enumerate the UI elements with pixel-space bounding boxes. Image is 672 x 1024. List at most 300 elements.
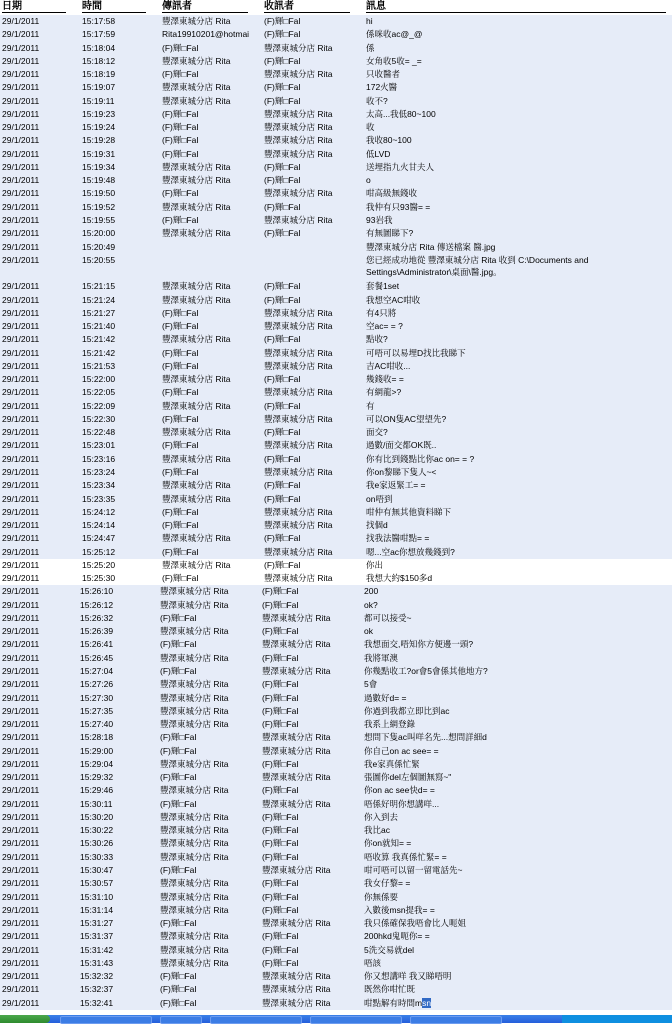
- time-cell: 15:22:30: [82, 413, 116, 424]
- message-cell: 咁高級無錢收: [366, 188, 418, 199]
- date-cell: 29/1/2011: [2, 161, 40, 172]
- message-row: [0, 758, 672, 771]
- date-cell: 29/1/2011: [2, 467, 40, 477]
- time-cell: 15:29:46: [80, 785, 114, 796]
- sender-cell: 豐澤東城分店 Rita: [160, 719, 229, 730]
- sender-cell: 豐澤東城分店 Rita: [160, 931, 229, 942]
- time-cell: 15:26:10: [80, 586, 114, 597]
- date-cell: 29/1/2011: [2, 427, 40, 438]
- date-cell: 29/1/2011: [2, 785, 40, 796]
- message-row: [0, 108, 672, 121]
- message-row: [0, 333, 672, 346]
- message-row: [0, 585, 672, 598]
- time-cell: 15:29:04: [80, 758, 114, 769]
- receiver-cell: (F)輝□FaI: [264, 533, 301, 544]
- sender-cell: 豐澤東城分店 Rita: [162, 201, 231, 212]
- receiver-cell: (F)輝□FaI: [264, 55, 301, 66]
- message-row: [0, 294, 672, 307]
- sender-cell: 豐澤東城分店 Rita: [160, 586, 229, 597]
- message-row: [0, 532, 672, 545]
- message-row: [0, 121, 672, 134]
- receiver-cell: 豐澤東城分店 Rita: [262, 864, 331, 875]
- message-cell: 唔收算 我真係忙緊= =: [364, 851, 447, 862]
- sender-cell: (F)輝□FaI: [160, 971, 197, 982]
- sender-cell: 豐澤東城分店 Rita: [160, 599, 229, 610]
- receiver-cell: (F)輝□FaI: [262, 626, 299, 637]
- message-row: [0, 506, 672, 519]
- receiver-cell: (F)輝□FaI: [264, 334, 301, 345]
- date-cell: 29/1/2011: [2, 122, 40, 133]
- message-cell: 你又想講咩 我又睇唔明: [364, 971, 452, 982]
- time-cell: 15:24:47: [82, 533, 116, 544]
- message-cell: 5洗交易就del: [364, 944, 415, 955]
- message-row: [0, 466, 672, 479]
- message-row: [0, 784, 672, 797]
- sender-cell: 豐澤東城分店 Rita: [160, 679, 229, 690]
- message-row: [0, 174, 672, 187]
- sender-cell: (F)輝□FaI: [162, 573, 199, 584]
- date-cell: 29/1/2011: [2, 626, 40, 637]
- time-cell: 15:22:09: [82, 400, 116, 411]
- time-cell: 15:20:55: [82, 254, 116, 265]
- time-cell: 15:18:12: [82, 55, 116, 66]
- receiver-cell: (F)輝□FaI: [262, 891, 299, 902]
- time-cell: 15:30:47: [80, 864, 114, 875]
- time-cell: 15:19:48: [82, 175, 116, 186]
- time-cell: 15:31:37: [80, 931, 114, 942]
- time-cell: 15:21:24: [82, 294, 116, 305]
- date-cell: 29/1/2011: [2, 811, 40, 822]
- message-cell: 你自己on ac see= =: [364, 745, 439, 756]
- time-cell: 15:19:31: [82, 148, 116, 159]
- message-row: [0, 453, 672, 466]
- time-cell: 15:30:33: [80, 851, 114, 862]
- time-cell: 15:25:12: [82, 546, 116, 557]
- message-rows: [0, 15, 672, 1010]
- date-cell: 29/1/2011: [2, 440, 40, 451]
- date-cell: 29/1/2011: [2, 652, 40, 663]
- sender-cell: (F)輝□FaI: [162, 214, 199, 225]
- sender-cell: 豐澤東城分店 Rita: [160, 652, 229, 663]
- sender-cell: 豐澤東城分店 Rita: [160, 891, 229, 902]
- sender-cell: (F)輝□FaI: [162, 546, 199, 557]
- receiver-cell: (F)輝□FaI: [262, 599, 299, 610]
- sender-cell: 豐澤東城分店 Rita: [162, 559, 231, 570]
- message-cell: 只收醫者: [366, 69, 401, 80]
- message-row: [0, 930, 672, 943]
- date-cell: 29/1/2011: [2, 586, 40, 597]
- date-cell: 29/1/2011: [2, 480, 40, 491]
- receiver-cell: (F)輝□FaI: [264, 16, 301, 26]
- date-cell: 29/1/2011: [2, 95, 40, 106]
- message-cell: 您已經成功地從 豐澤東城分店 Rita 收到 C:\Documents and Settings\Administrator\桌面\醫.jpg。: [366, 254, 589, 277]
- time-cell: 15:28:18: [80, 732, 114, 743]
- message-cell: 我仲有只93醫= =: [366, 201, 431, 212]
- message-cell: 既然你咁忙既: [364, 984, 416, 995]
- receiver-cell: (F)輝□FaI: [264, 161, 301, 172]
- receiver-cell: 豐澤東城分店 Rita: [264, 188, 333, 199]
- sender-cell: Rita19910201@hotmai: [162, 29, 250, 40]
- date-cell: 29/1/2011: [2, 135, 40, 146]
- message-row: [0, 638, 672, 651]
- date-cell: 29/1/2011: [2, 851, 40, 862]
- date-cell: 29/1/2011: [2, 374, 40, 385]
- message-row: [0, 837, 672, 850]
- time-cell: 15:22:05: [82, 387, 116, 398]
- sender-cell: (F)輝□FaI: [162, 347, 199, 358]
- sender-cell: (F)輝□FaI: [162, 387, 199, 398]
- receiver-cell: 豐澤東城分店 Rita: [264, 360, 333, 371]
- time-cell: 15:31:27: [80, 918, 114, 929]
- receiver-cell: (F)輝□FaI: [262, 931, 299, 942]
- receiver-cell: (F)輝□FaI: [264, 493, 301, 504]
- message-cell: 我e家真係忙緊: [364, 758, 420, 769]
- sender-cell: (F)輝□FaI: [162, 520, 199, 531]
- message-row: [0, 811, 672, 824]
- message-row: [0, 320, 672, 333]
- receiver-cell: 豐澤東城分店 Rita: [264, 413, 333, 424]
- sender-cell: 豐澤東城分店 Rita: [162, 281, 231, 292]
- receiver-cell: (F)輝□FaI: [262, 719, 299, 730]
- sender-cell: 豐澤東城分店 Rita: [162, 161, 231, 172]
- message-row: [0, 652, 672, 665]
- message-cell: 200: [364, 586, 379, 597]
- date-cell: 29/1/2011: [2, 891, 40, 902]
- time-cell: 15:21:42: [82, 347, 116, 358]
- receiver-cell: (F)輝□FaI: [264, 427, 301, 438]
- message-cell: 係: [366, 42, 375, 53]
- sender-cell: (F)輝□FaI: [162, 188, 199, 199]
- receiver-cell: (F)輝□FaI: [264, 400, 301, 411]
- message-row: [0, 851, 672, 864]
- receiver-cell: (F)輝□FaI: [264, 175, 301, 186]
- receiver-cell: 豐澤東城分店 Rita: [262, 639, 331, 650]
- date-cell: 29/1/2011: [2, 281, 40, 292]
- sender-cell: 豐澤東城分店 Rita: [162, 480, 231, 491]
- message-row: [0, 824, 672, 837]
- message-cell: 找我法醫咁點= =: [366, 533, 430, 544]
- sender-cell: 豐澤東城分店 Rita: [160, 825, 229, 836]
- message-row: [0, 479, 672, 492]
- message-row: [0, 227, 672, 240]
- date-cell: 29/1/2011: [2, 16, 40, 26]
- message-row: [0, 373, 672, 386]
- date-cell: 29/1/2011: [2, 825, 40, 836]
- receiver-cell: (F)輝□FaI: [264, 82, 301, 93]
- message-cell: 有無圖睇下?: [366, 228, 414, 239]
- time-cell: 15:24:12: [82, 506, 116, 517]
- message-cell: o: [366, 175, 371, 186]
- time-cell: 15:19:28: [82, 135, 116, 146]
- date-cell: 29/1/2011: [2, 931, 40, 942]
- receiver-cell: (F)輝□FaI: [262, 692, 299, 703]
- message-row: [0, 904, 672, 917]
- date-cell: 29/1/2011: [2, 241, 40, 252]
- message-row: [0, 360, 672, 373]
- receiver-cell: (F)輝□FaI: [262, 586, 299, 597]
- time-cell: 15:23:35: [82, 493, 116, 504]
- sender-cell: (F)輝□FaI: [160, 772, 197, 783]
- message-cell: 你出: [366, 559, 384, 570]
- message-cell: 咁仲有無其他資料睇下: [366, 506, 452, 517]
- time-cell: 15:19:34: [82, 161, 116, 172]
- sender-cell: 豐澤東城分店 Rita: [162, 427, 231, 438]
- date-cell: 29/1/2011: [2, 347, 40, 358]
- sender-cell: (F)輝□FaI: [160, 997, 197, 1008]
- time-cell: 15:24:14: [82, 520, 116, 531]
- message-cell: 5會: [364, 679, 378, 690]
- system-tray: [562, 1015, 672, 1023]
- sender-cell: 豐澤東城分店 Rita: [162, 400, 231, 411]
- message-cell: 我想面交,唔知你方便邊一頭?: [364, 639, 474, 650]
- message-row: [0, 957, 672, 970]
- message-row: [0, 798, 672, 811]
- sender-cell: (F)輝□FaI: [162, 360, 199, 371]
- sender-cell: (F)輝□FaI: [162, 307, 199, 318]
- time-cell: 15:26:45: [80, 652, 114, 663]
- date-cell: 29/1/2011: [2, 148, 40, 159]
- message-cell: 可以ON隻AC望望先?: [366, 413, 447, 424]
- receiver-cell: 豐澤東城分店 Rita: [262, 612, 331, 623]
- message-row: [0, 280, 672, 293]
- message-cell: 送埋指九火甘夫人: [366, 161, 435, 172]
- sender-cell: (F)輝□FaI: [162, 440, 199, 451]
- date-cell: 29/1/2011: [2, 971, 40, 982]
- date-cell: 29/1/2011: [2, 745, 40, 756]
- message-row: [0, 917, 672, 930]
- time-cell: 15:26:12: [80, 599, 114, 610]
- date-cell: 29/1/2011: [2, 188, 40, 199]
- message-cell: 咁可唔可以留一留電話先~: [364, 864, 463, 875]
- message-row: [0, 68, 672, 81]
- message-cell: [364, 997, 664, 1009]
- date-cell: 29/1/2011: [2, 732, 40, 743]
- time-cell: 15:27:04: [80, 665, 114, 676]
- date-cell: 29/1/2011: [2, 69, 40, 80]
- receiver-cell: (F)輝□FaI: [262, 652, 299, 663]
- message-cell: ok?: [364, 599, 378, 610]
- message-cell: 過數好d= =: [364, 692, 407, 703]
- date-cell: 29/1/2011: [2, 520, 40, 531]
- message-cell: 有網龍>?: [366, 387, 402, 398]
- sender-cell: 豐澤東城分店 Rita: [160, 758, 229, 769]
- header-time: 時間: [82, 1, 102, 12]
- time-cell: 15:29:32: [80, 772, 114, 783]
- message-row: [0, 55, 672, 68]
- message-cell: 93岩我: [366, 214, 393, 225]
- time-cell: 15:27:26: [80, 679, 114, 690]
- receiver-cell: (F)輝□FaI: [264, 453, 301, 464]
- time-cell: 15:31:42: [80, 944, 114, 955]
- time-cell: 15:22:00: [82, 374, 116, 385]
- sender-cell: 豐澤東城分店 Rita: [162, 453, 231, 464]
- time-cell: 15:19:52: [82, 201, 116, 212]
- time-cell: 15:19:11: [82, 95, 115, 106]
- date-cell: 29/1/2011: [2, 878, 40, 889]
- date-cell: 29/1/2011: [2, 612, 40, 623]
- message-cell: 收不?: [366, 95, 388, 106]
- message-row: [0, 718, 672, 731]
- time-cell: 15:23:16: [82, 453, 116, 464]
- sender-cell: (F)輝□FaI: [162, 467, 199, 477]
- date-cell: 29/1/2011: [2, 692, 40, 703]
- time-cell: 15:26:32: [80, 612, 114, 623]
- receiver-cell: 豐澤東城分店 Rita: [264, 467, 333, 477]
- message-cell: 豐澤東城分店 Rita 傳送檔案 醫.jpg: [366, 241, 496, 252]
- message-cell: 你過到我都立即比到ac: [364, 705, 450, 716]
- message-cell: 吉AC咁收...: [366, 360, 411, 371]
- message-cell: hi: [366, 16, 373, 26]
- message-cell: 入數後msn提我= =: [364, 904, 435, 915]
- message-row: [0, 559, 672, 572]
- message-cell: 你on ac see快d= =: [364, 785, 435, 796]
- receiver-cell: 豐澤東城分店 Rita: [262, 984, 331, 995]
- sender-cell: (F)輝□FaI: [162, 122, 199, 133]
- message-row: [0, 148, 672, 161]
- date-cell: 29/1/2011: [2, 599, 40, 610]
- date-cell: 29/1/2011: [2, 864, 40, 875]
- date-cell: 29/1/2011: [2, 493, 40, 504]
- receiver-cell: 豐澤東城分店 Rita: [264, 122, 333, 133]
- time-cell: 15:17:58: [82, 16, 116, 26]
- message-row: [0, 187, 672, 200]
- time-cell: 15:30:11: [80, 798, 113, 809]
- sender-cell: (F)輝□FaI: [160, 798, 197, 809]
- message-row: [0, 572, 672, 585]
- time-cell: 15:21:42: [82, 334, 116, 345]
- date-cell: 29/1/2011: [2, 639, 40, 650]
- message-cell: 我只係確保我唔會比人呃姐: [364, 918, 467, 929]
- message-row: [0, 42, 672, 55]
- sender-cell: (F)輝□FaI: [162, 148, 199, 159]
- message-cell: 我e家返緊工= =: [366, 480, 426, 491]
- receiver-cell: (F)輝□FaI: [262, 904, 299, 915]
- sender-cell: 豐澤東城分店 Rita: [162, 294, 231, 305]
- date-cell: 29/1/2011: [2, 772, 40, 783]
- date-cell: 29/1/2011: [2, 214, 40, 225]
- message-row: [0, 201, 672, 214]
- message-row: [0, 161, 672, 174]
- date-cell: 29/1/2011: [2, 665, 40, 676]
- message-cell: 我比ac: [364, 825, 390, 836]
- message-row: [0, 493, 672, 506]
- date-cell: 29/1/2011: [2, 413, 40, 424]
- time-cell: 15:19:50: [82, 188, 116, 199]
- receiver-cell: 豐澤東城分店 Rita: [262, 732, 331, 743]
- receiver-cell: 豐澤東城分店 Rita: [264, 546, 333, 557]
- date-cell: 29/1/2011: [2, 42, 40, 53]
- message-cell: 你有比到錢點比你ac on= = ?: [366, 453, 475, 464]
- date-cell: 29/1/2011: [2, 175, 40, 186]
- date-cell: 29/1/2011: [2, 997, 40, 1008]
- time-cell: 15:30:20: [80, 811, 114, 822]
- sender-cell: (F)輝□FaI: [160, 918, 197, 929]
- date-cell: 29/1/2011: [2, 573, 40, 584]
- message-row: [0, 864, 672, 877]
- time-cell: 15:23:01: [82, 440, 116, 451]
- date-cell: 29/1/2011: [2, 321, 40, 332]
- message-row: [0, 877, 672, 890]
- start-button[interactable]: [0, 1015, 50, 1023]
- message-cell: 我系上網登錄: [364, 719, 416, 730]
- receiver-cell: 豐澤東城分店 Rita: [264, 135, 333, 146]
- date-cell: 29/1/2011: [2, 546, 40, 557]
- sender-cell: (F)輝□FaI: [162, 42, 199, 53]
- message-cell: 張圖你del左個圖無寫~": [364, 772, 452, 783]
- date-cell: 29/1/2011: [2, 334, 40, 345]
- sender-cell: 豐澤東城分店 Rita: [160, 944, 229, 955]
- sender-cell: 豐澤東城分店 Rita: [162, 533, 231, 544]
- time-cell: 15:26:39: [80, 626, 114, 637]
- message-cell: 女角收5收= _=: [366, 55, 422, 66]
- message-cell: 你入到去: [364, 811, 399, 822]
- message-row: [0, 134, 672, 147]
- message-row: [0, 439, 672, 452]
- sender-cell: 豐澤東城分店 Rita: [160, 785, 229, 796]
- date-cell: 29/1/2011: [2, 82, 40, 93]
- sender-cell: 豐澤東城分店 Rita: [162, 55, 231, 66]
- message-row: [0, 307, 672, 320]
- message-row: [0, 519, 672, 532]
- receiver-cell: (F)輝□FaI: [262, 957, 299, 968]
- time-cell: 15:18:04: [82, 42, 116, 53]
- time-cell: 15:23:34: [82, 480, 116, 491]
- receiver-cell: (F)輝□FaI: [262, 825, 299, 836]
- message-cell: 我想大約$150多d: [366, 573, 433, 584]
- header-date: 日期: [2, 1, 22, 12]
- time-cell: 15:23:24: [82, 467, 116, 477]
- receiver-cell: 豐澤東城分店 Rita: [264, 69, 333, 80]
- sender-cell: (F)輝□FaI: [162, 321, 199, 332]
- header-row: [0, 0, 672, 15]
- receiver-cell: (F)輝□FaI: [262, 758, 299, 769]
- sender-cell: (F)輝□FaI: [162, 135, 199, 146]
- message-row: [0, 400, 672, 413]
- time-cell: 15:31:10: [80, 891, 114, 902]
- receiver-cell: 豐澤東城分店 Rita: [262, 665, 331, 676]
- message-cell: 都可以接受~: [364, 612, 412, 623]
- sender-cell: 豐澤東城分店 Rita: [162, 374, 231, 385]
- time-cell: 15:17:59: [82, 29, 116, 40]
- receiver-cell: 豐澤東城分店 Rita: [262, 745, 331, 756]
- message-cell: 嗯...空ac你想放幾錢到?: [366, 546, 455, 557]
- receiver-cell: 豐澤東城分店 Rita: [262, 997, 331, 1008]
- receiver-cell: 豐澤東城分店 Rita: [264, 321, 333, 332]
- sender-cell: 豐澤東城分店 Rita: [160, 851, 229, 862]
- date-cell: 29/1/2011: [2, 506, 40, 517]
- time-cell: 15:32:37: [80, 984, 114, 995]
- message-row: [0, 997, 672, 1010]
- message-row: [0, 944, 672, 957]
- sender-cell: 豐澤東城分店 Rita: [160, 838, 229, 849]
- message-cell: 可唔可以易埋D找比我睇下: [366, 347, 466, 358]
- receiver-cell: (F)輝□FaI: [264, 374, 301, 385]
- selected-text: sn: [422, 997, 432, 1008]
- receiver-cell: (F)輝□FaI: [264, 281, 301, 292]
- time-cell: 15:21:27: [82, 307, 116, 318]
- time-cell: 15:30:26: [80, 838, 114, 849]
- date-cell: 29/1/2011: [2, 798, 40, 809]
- sender-cell: (F)輝□FaI: [160, 732, 197, 743]
- sender-cell: 豐澤東城分店 Rita: [162, 228, 231, 239]
- time-cell: 15:20:00: [82, 228, 116, 239]
- receiver-cell: (F)輝□FaI: [262, 705, 299, 716]
- message-row: [0, 625, 672, 638]
- receiver-cell: 豐澤東城分店 Rita: [264, 148, 333, 159]
- message-cell: 你on就知= =: [364, 838, 412, 849]
- date-cell: 29/1/2011: [2, 453, 40, 464]
- message-cell: ok: [364, 626, 373, 637]
